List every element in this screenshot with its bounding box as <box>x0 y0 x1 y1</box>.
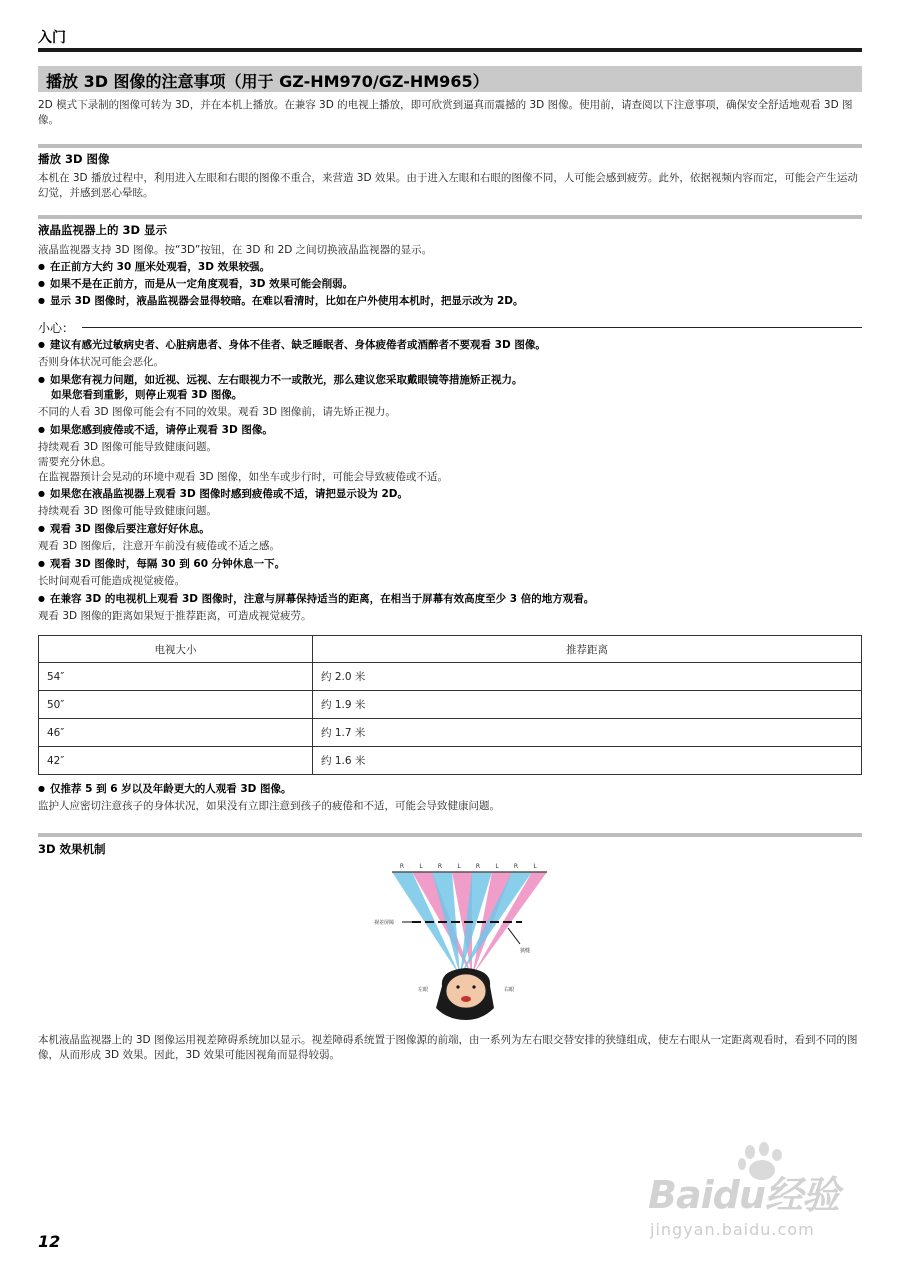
table-row <box>39 747 862 775</box>
page-number: 12 <box>38 1232 61 1251</box>
tv-size-cell: 42″ <box>39 747 313 775</box>
right-eye-label: 右眼 <box>504 987 515 993</box>
section-label: 入门 <box>38 30 66 46</box>
distance-cell: 约 1.7 米 <box>313 719 862 747</box>
eye-channel-label: R <box>475 863 481 870</box>
tv-size-cell: 54″ <box>39 663 313 691</box>
eye-channel-label: L <box>495 863 499 870</box>
age-recommendation: ● 仅推荐 5 到 6 岁以及年龄更大的人观看 3D 图像。 <box>38 782 862 797</box>
caution-note: 否则身体状况可能会恶化。 <box>38 356 164 368</box>
lcd-intro: 液晶监视器支持 3D 图像。按“3D”按钮，在 3D 和 2D 之间切换液晶监视器的显示。 <box>38 244 433 256</box>
viewer-face-icon <box>436 968 494 1020</box>
caution-item: ● 如果您感到疲倦或不适，请停止观看 3D 图像。 <box>38 423 862 438</box>
title-band <box>38 66 862 92</box>
caution-item: ● 观看 3D 图像后要注意好好休息。 <box>38 522 862 537</box>
eye-channel-label: L <box>419 863 423 870</box>
playback-paragraph: 本机在 3D 播放过程中，利用进入左眼和右眼的图像不重合，来营造 3D 效果。由于进入左眼和右眼的图像不同，人可能会感到疲劳。此外，依据视频内容而定，可能会产生运动幻觉，并感到恶心晕眩。 <box>38 172 858 199</box>
playback-heading: 播放 3D 图像 <box>38 152 110 166</box>
eye-channel-label: R <box>513 863 519 870</box>
tv-size-cell: 50″ <box>39 691 313 719</box>
caution-item: ● 观看 3D 图像时，每隔 30 到 60 分钟休息一下。 <box>38 557 862 572</box>
eye-channel-label: L <box>533 863 537 870</box>
caution-note: 持续观看 3D 图像可能导致健康问题。 <box>38 441 217 453</box>
caution-item: ● 建议有感光过敏病史者、心脏病患者、身体不佳者、缺乏睡眠者、身体疲倦者或酒醉者不要观看 3D 图像。 <box>38 338 862 353</box>
mechanism-heading: 3D 效果机制 <box>38 842 106 856</box>
page-title: 播放 3D 图像的注意事项（用于 GZ-HM970/GZ-HM965） <box>46 72 489 91</box>
watermark-logo: Baidu经验 <box>648 1173 839 1217</box>
caution-note: 观看 3D 图像的距离如果短于推荐距离，可造成视觉疲劳。 <box>38 610 312 622</box>
caution-item: ● 如果您有视力问题，如近视、远视、左右眼视力不一或散光，那么建议您采取戴眼镜等措施矫正视力。 <box>38 373 862 388</box>
table-row <box>39 691 862 719</box>
barrier-label: 视差屏障 <box>374 920 395 926</box>
lcd-heading: 液晶监视器上的 3D 显示 <box>38 223 168 237</box>
caution-item: ● 在兼容 3D 的电视机上观看 3D 图像时，注意与屏幕保持适当的距离，在相当于屏幕有效高度至少 3 倍的地方观看。 <box>38 592 862 607</box>
lcd-bullet: ● 显示 3D 图像时，液晶监视器会显得较暗。在难以看清时，比如在户外使用本机时，把显示改为 2D。 <box>38 294 862 309</box>
lcd-bullet: ● 如果不是在正前方，而是从一定角度观看，3D 效果可能会削弱。 <box>38 277 862 292</box>
intro-paragraph: 2D 模式下录制的图像可转为 3D，并在本机上播放。在兼容 3D 的电视上播放，即可欣赏到逼真而震撼的 3D 图像。使用前，请查阅以下注意事项，确保安全舒适地观看 3D 图像。 <box>38 99 853 126</box>
distance-table <box>38 635 862 775</box>
eye-channel-label: R <box>399 863 405 870</box>
slit-label: 狭缝 <box>520 948 531 954</box>
caution-heading: 小心： <box>38 321 75 335</box>
eye-channel-label: R <box>437 863 443 870</box>
column-header-tv-size: 电视大小 <box>39 636 313 663</box>
caution-item-continued: 如果您看到重影，则停止观看 3D 图像。 <box>51 389 243 401</box>
section-divider <box>38 215 862 219</box>
distance-cell: 约 1.6 米 <box>313 747 862 775</box>
left-eye-label: 左眼 <box>418 987 429 993</box>
caution-item: ● 如果您在液晶监视器上观看 3D 图像时感到疲倦或不适，请把显示设为 2D。 <box>38 487 862 502</box>
caution-note: 需要充分休息。 <box>38 456 112 468</box>
distance-cell: 约 2.0 米 <box>313 663 862 691</box>
parallax-barrier-diagram <box>372 858 560 1030</box>
caution-note: 持续观看 3D 图像可能导致健康问题。 <box>38 505 217 517</box>
guardian-note: 监护人应密切注意孩子的身体状况，如果没有立即注意到孩子的疲倦和不适，可能会导致健康问题。 <box>38 800 500 812</box>
eye-channel-label: L <box>457 863 461 870</box>
caution-note: 长时间观看可能造成视觉疲倦。 <box>38 575 185 587</box>
caution-note: 在监视器预计会晃动的环境中观看 3D 图像，如坐车或步行时，可能会导致疲倦或不适。 <box>38 471 448 483</box>
table-row <box>39 663 862 691</box>
table-row <box>39 719 862 747</box>
distance-cell: 约 1.9 米 <box>313 691 862 719</box>
column-header-distance: 推荐距离 <box>313 636 862 663</box>
caution-rule <box>82 327 862 328</box>
tv-size-cell: 46″ <box>39 719 313 747</box>
watermark-url: jingyan.baidu.com <box>650 1220 815 1239</box>
caution-note: 观看 3D 图像后，注意开车前没有疲倦或不适之感。 <box>38 540 280 552</box>
section-divider <box>38 144 862 148</box>
lcd-bullet: ● 在正前方大约 30 厘米处观看，3D 效果较强。 <box>38 260 862 275</box>
header-rule <box>38 48 862 52</box>
caution-note: 不同的人看 3D 图像可能会有不同的效果。观看 3D 图像前，请先矫正视力。 <box>38 406 396 418</box>
section-divider <box>38 833 862 837</box>
slit-pointer <box>508 928 520 944</box>
table-header-row <box>39 636 862 663</box>
watermark <box>640 1142 850 1252</box>
mechanism-paragraph: 本机液晶监视器上的 3D 图像运用视差障碍系统加以显示。视差障碍系统置于图像源的前端，由一系列为左右眼交替安排的狭缝组成，使左右眼从一定距离观看时，看到不同的图像，从而形成 3D 效果。因此，3D 效果可能因视角而显得较弱。 <box>38 1034 858 1061</box>
